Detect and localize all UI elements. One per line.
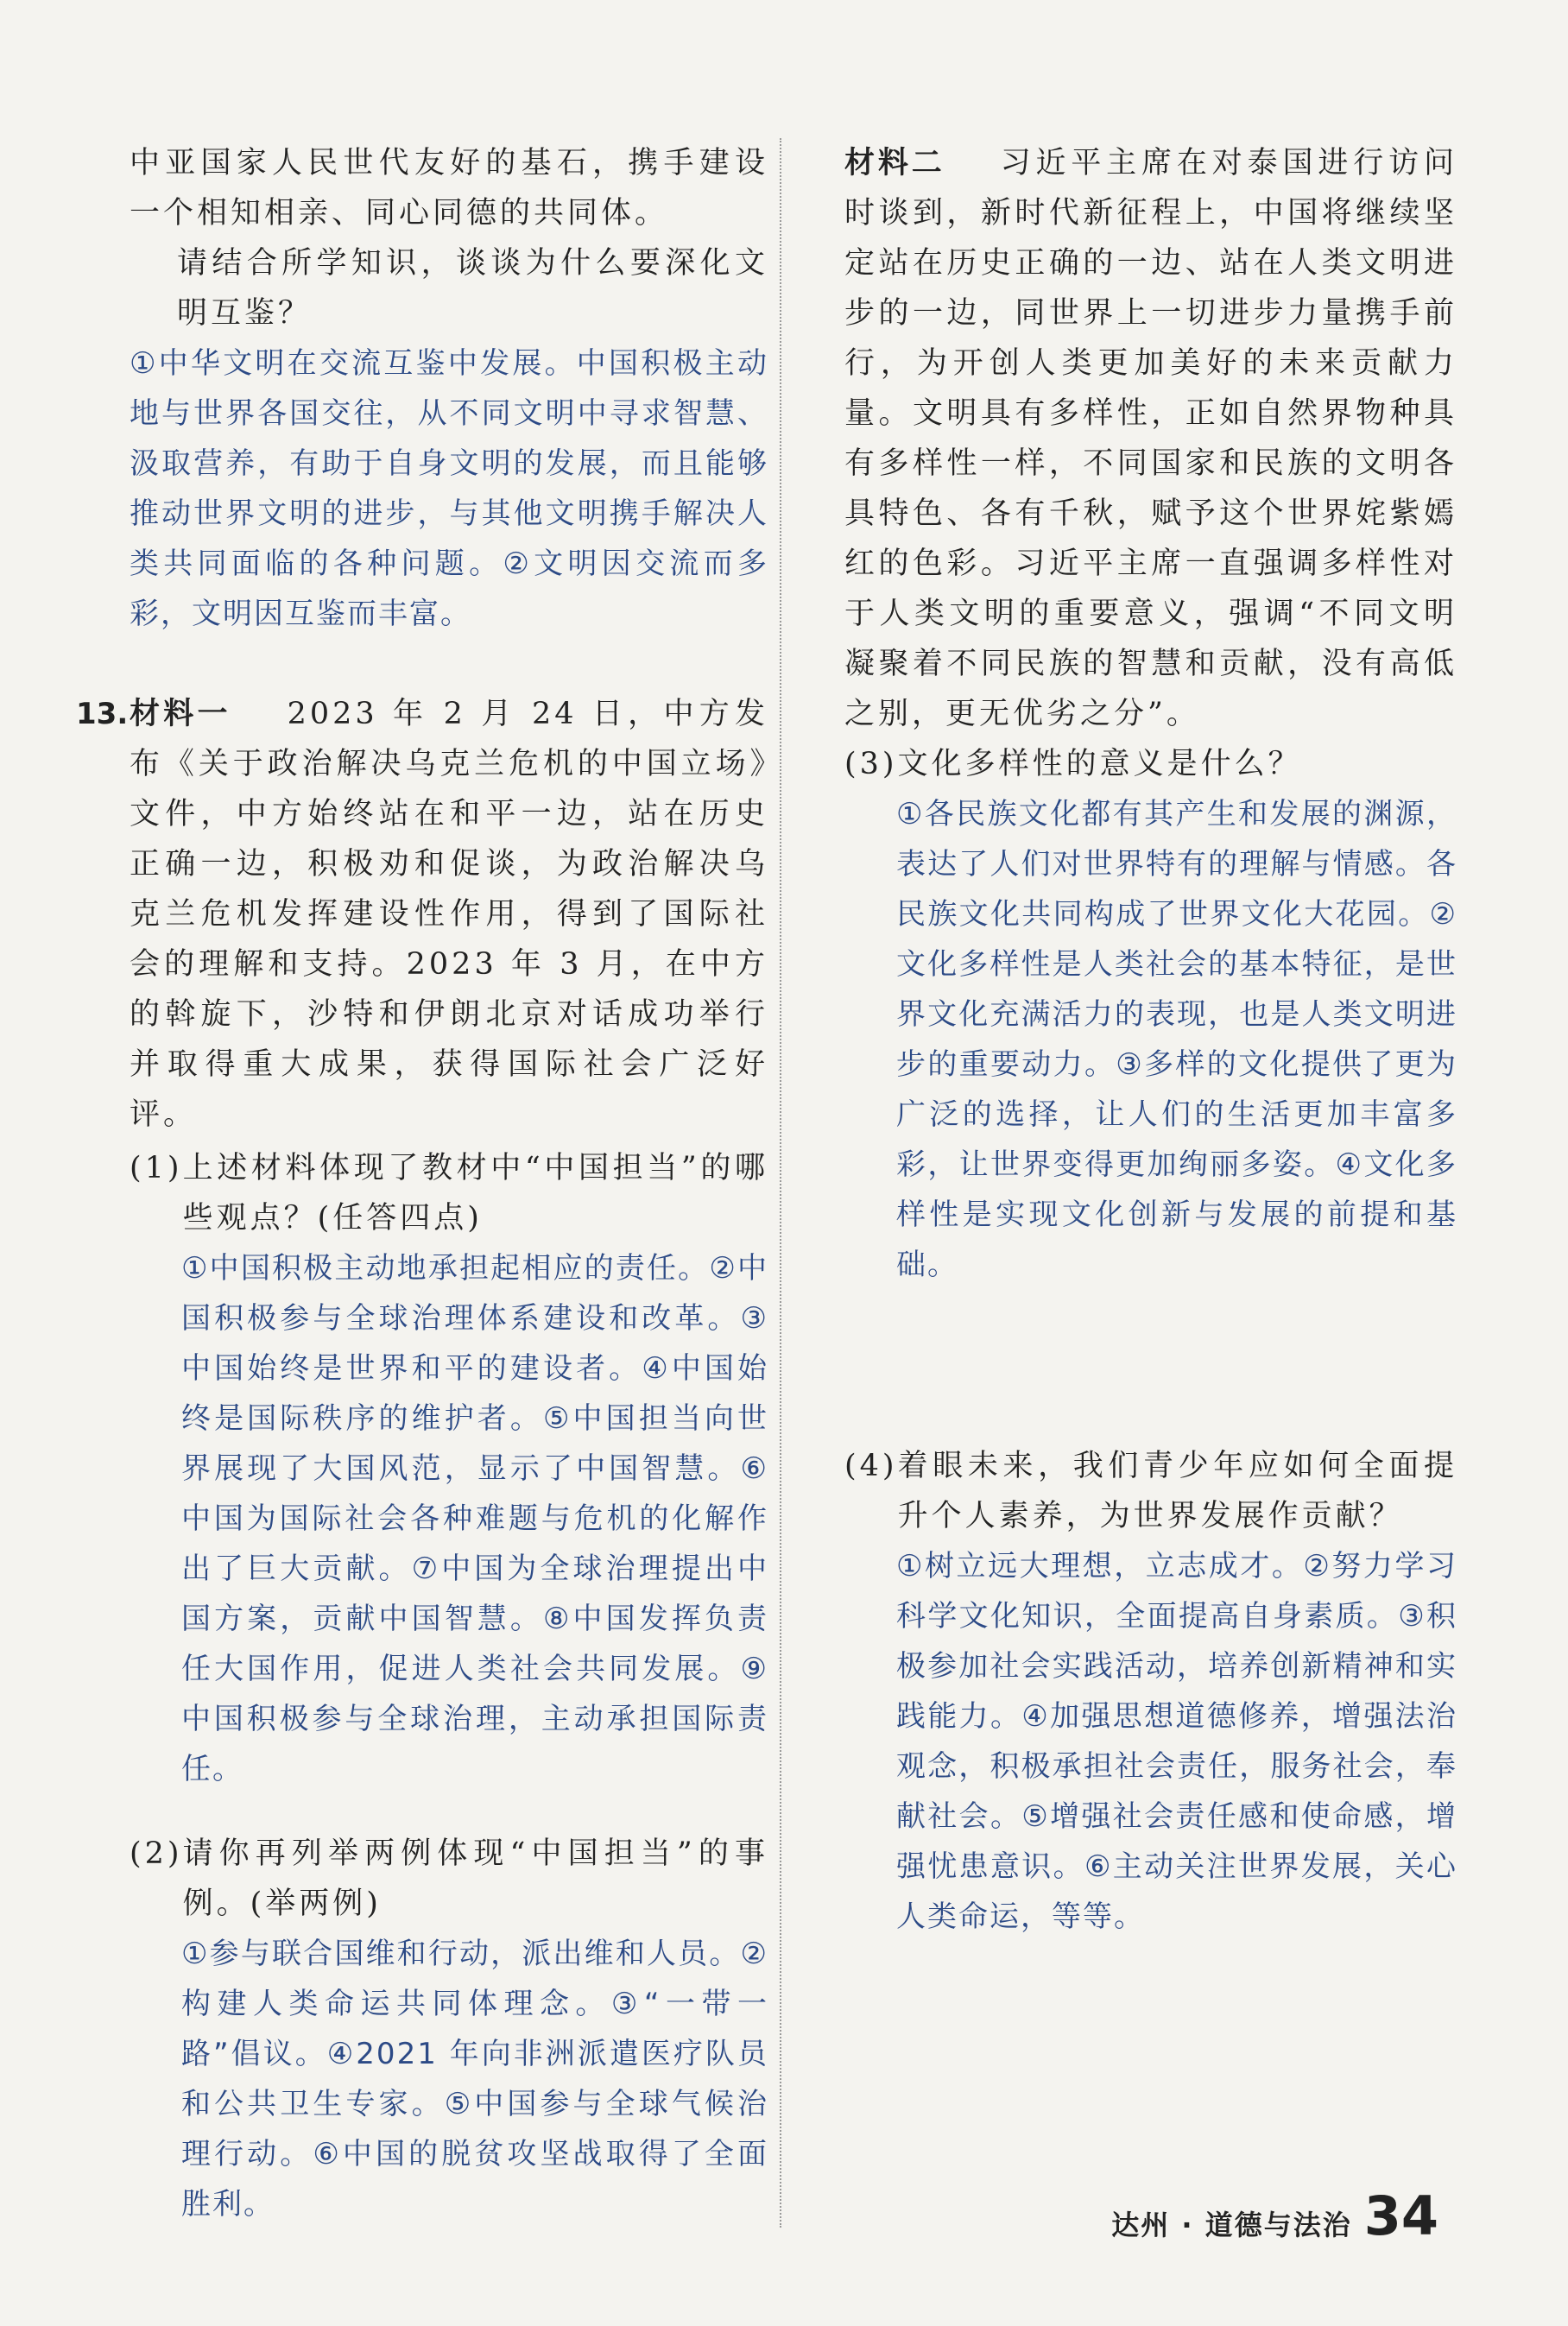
- sub-question-2-text: 请你再列举两例体现“中国担当”的事例。(举两例): [182, 1836, 768, 1921]
- book-title: 达州 · 道德与法治: [1111, 2209, 1352, 2241]
- sub-question-3-answer: ①各民族文化都有其产生和发展的渊源，表达了人们对世界特有的理解与情感。各民族文化共同构成了世界文化大花园。②文化多样性是人类社会的基本特征，是世界文化充满活力的表现，也是人类文明进步的重要动力。③多样的文化提供了更为广泛的选择，让人们的生活更加丰富多彩，让世界变得更加绚丽多姿。④文化多样性是实现文化创新与发展的前提和基础。: [896, 797, 1457, 1282]
- material-1-text: 2023 年 2 月 24 日，中方发布《关于政治解决乌克兰危机的中国立场》文件，中方始终站在和平一边，站在历史正确一边，积极劝和促谈，为政治解决乌克兰危机发挥建设性作用，得到了国际社会的理解和支持。2023 年 3 月，在中方的斡旋下，沙特和伊朗北京对话成功举行并取得重大成果，获得国际社会广泛好评。: [130, 697, 768, 1132]
- right-column: [844, 138, 1457, 1942]
- sub-question-1-text: 上述材料体现了教材中“中国担当”的哪些观点？(任答四点): [182, 1151, 768, 1236]
- material-1: [130, 689, 768, 1140]
- column-divider: [780, 138, 781, 2228]
- material-2-text: 习近平主席在对泰国进行访问时谈到，新时代新征程上，中国将继续坚定站在历史正确的一边、站在人类文明进步的一边，同世界上一切进步力量携手前行，为开创人类更加美好的未来贡献力量。文明具有多样性，正如自然界物种具有多样性一样，不同国家和民族的文明各具特色、各有千秋，赋予这个世界姹紫嫣红的色彩。习近平主席一直强调多样性对于人类文明的重要意义，强调“不同文明凝聚着不同民族的智慧和贡献，没有高低之别，更无优劣之分”。: [844, 146, 1457, 731]
- sub-question-2: [130, 1829, 768, 1929]
- sub-question-2-label: (2): [130, 1836, 183, 1871]
- sub-question-3: [844, 739, 1457, 789]
- sub-question-4-label: (4): [844, 1449, 898, 1483]
- sub-question-4-answer: ①树立远大理想，立志成才。②努力学习科学文化知识，全面提高自身素质。③积极参加社会实践活动，培养创新精神和实践能力。④加强思想道德修养，增强法治观念，积极承担社会责任，服务社会，奉献社会。⑤增强社会责任感和使命感，增强忧患意识。⑥主动关注世界发展，关心人类命运，等等。: [896, 1549, 1457, 1934]
- question-13: [76, 689, 768, 2229]
- sub-question-4: [844, 1441, 1457, 1541]
- question-number: 13.: [76, 697, 129, 731]
- material-1-label: 材料一: [130, 697, 231, 731]
- sub-question-1-answer: ①中国积极主动地承担起相应的责任。②中国积极参与全球治理体系建设和改革。③中国始终是世界和平的建设者。④中国始终是国际秩序的维护者。⑤中国担当向世界展现了大国风范，显示了中国智慧。⑥中国为国际社会各种难题与危机的化解作出了巨大贡献。⑦中国为全球治理提出中国方案，贡献中国智慧。⑧中国发挥负责任大国作用，促进人类社会共同发展。⑨中国积极参与全球治理，主动承担国际责任。: [181, 1251, 768, 1786]
- continued-question: 请结合所学知识，谈谈为什么要深化文明互鉴？: [177, 246, 768, 331]
- sub-question-1: [130, 1143, 768, 1243]
- sub-question-2-answer: ①参与联合国维和行动，派出维和人员。②构建人类命运共同体理念。③“一带一路”倡议。④2021 年向非洲派遣医疗队员和公共卫生专家。⑤中国参与全球气候治理行动。⑥中国的脱贫攻坚战取得了全面胜利。: [181, 1937, 768, 2222]
- continued-material-text: 中亚国家人民世代友好的基石，携手建设一个相知相亲、同心同德的共同体。: [130, 146, 768, 231]
- continued-answer: ①中华文明在交流互鉴中发展。中国积极主动地与世界各国交往，从不同文明中寻求智慧、汲取营养，有助于自身文明的发展，而且能够推动世界文明的进步，与其他文明携手解决人类共同面临的各种问题。②文明因交流而多彩，文明因互鉴而丰富。: [130, 346, 768, 631]
- sub-question-4-text: 着眼未来，我们青少年应如何全面提升个人素养，为世界发展作贡献？: [897, 1449, 1457, 1533]
- sub-question-1-label: (1): [130, 1151, 183, 1185]
- sub-question-3-text: 文化多样性的意义是什么？: [897, 747, 1302, 781]
- page-footer: [1111, 2184, 1438, 2247]
- page-number: 34: [1363, 2184, 1438, 2247]
- material-2-label: 材料二: [844, 146, 945, 180]
- left-column: [76, 138, 768, 2229]
- material-2: [844, 138, 1457, 739]
- sub-question-3-label: (3): [844, 747, 898, 781]
